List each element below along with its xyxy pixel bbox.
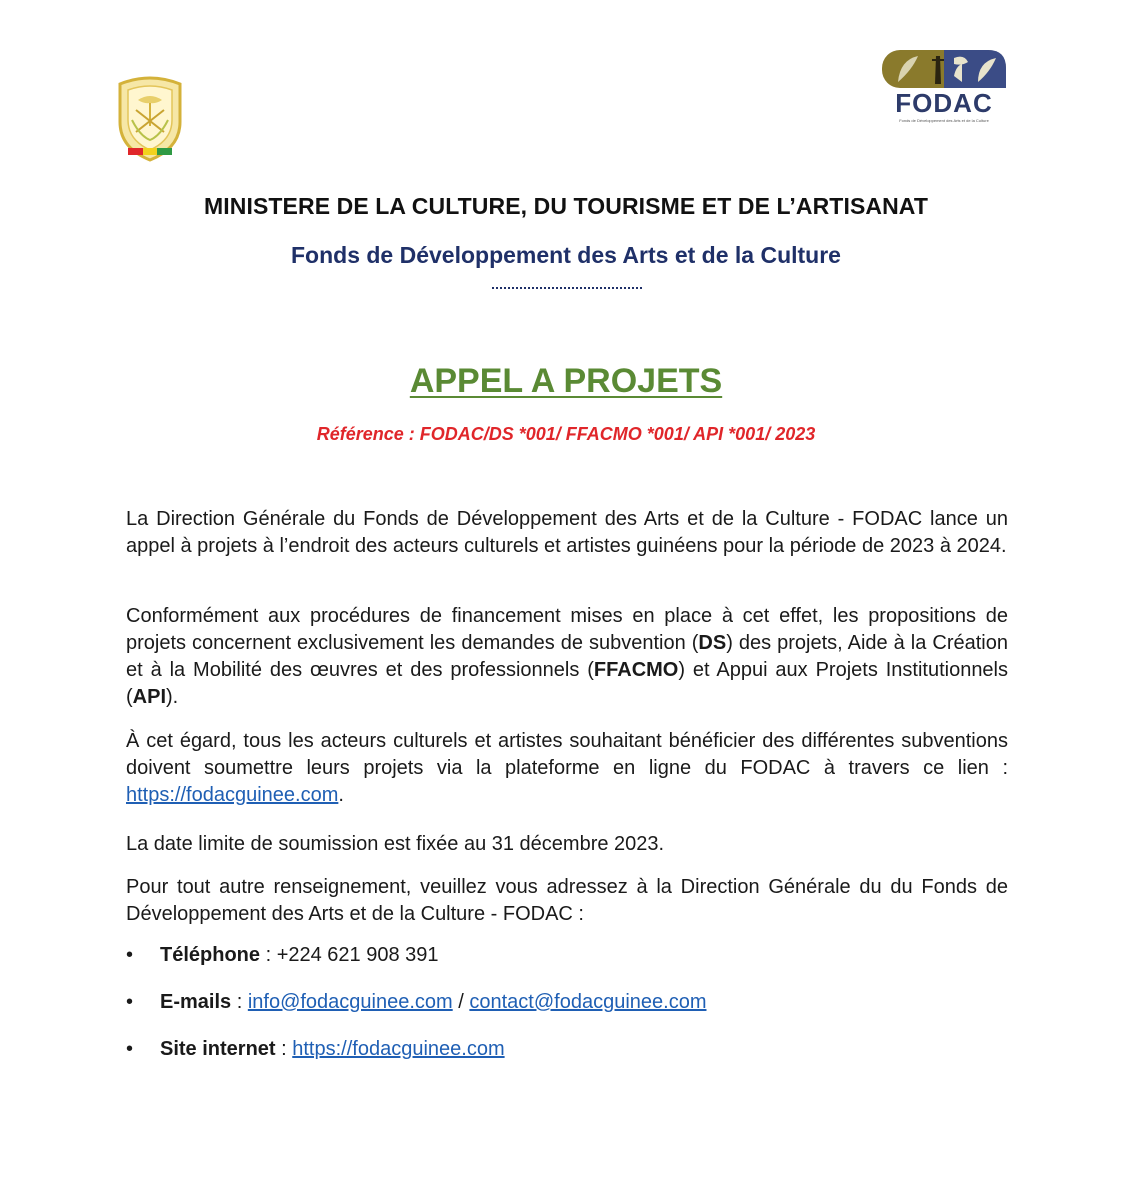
phone-entry: [160, 942, 439, 969]
bullet-icon: •: [126, 944, 134, 966]
phone-value: +224 621 908 391: [276, 944, 439, 966]
list-item-emails: [126, 989, 1008, 1036]
website-separator: :: [275, 1038, 293, 1060]
emails-join: /: [452, 991, 470, 1013]
coat-of-arms-emblem: [110, 70, 190, 162]
fodac-logo-text: FODAC: [895, 88, 993, 118]
fund-subheading: Fonds de Développement des Arts et de la Culture: [291, 242, 841, 268]
api-acronym: API: [132, 686, 167, 708]
platform-link[interactable]: https://fodacguinee.com: [126, 784, 339, 806]
ministry-heading: MINISTERE DE LA CULTURE, DU TOURISME ET DE L’ARTISANAT: [204, 193, 928, 219]
bullet-icon: •: [126, 1038, 134, 1060]
paragraph-intro: La Direction Générale du Fonds de Développement des Arts et de la Culture - FODAC lance un appel à projets à l’endroit des acteurs culturels et artistes guinéens pour la période de 2023 à 2024.: [126, 508, 1008, 557]
ffacmo-acronym: FFACMO: [593, 659, 679, 681]
email-info-link[interactable]: info@fodacguinee.com: [247, 991, 453, 1013]
dotted-separator: [492, 287, 642, 289]
paragraph-submission: [126, 728, 1008, 809]
fodac-logo-tagline: Fonds de Développement des Arts et de la Culture: [899, 118, 989, 123]
list-item-website: [126, 1036, 1008, 1083]
emails-separator: :: [231, 991, 248, 1013]
paragraph-submission-end: .: [338, 784, 344, 806]
website-entry: [160, 1036, 505, 1063]
paragraph-procedures: [126, 603, 1008, 711]
call-title: [0, 362, 1132, 401]
paragraph-submission-text: À cet égard, tous les acteurs culturels et artistes souhaitant bénéficier des différentes subventions doivent soumettre leurs projets via la plateforme en ligne du FODAC à travers ce lien :: [126, 730, 1008, 779]
emails-entry: [160, 989, 706, 1016]
paragraph-procedures-text-2: ) des projets, Aide à la Création et à la Mobilité des œuvres et des professionnels (: [126, 632, 1008, 681]
website-link[interactable]: https://fodacguinee.com: [292, 1038, 505, 1060]
reference-line: Référence : FODAC/DS *001/ FFACMO *001/ API *001/ 2023: [316, 424, 816, 444]
paragraph-deadline: La date limite de soumission est fixée au 31 décembre 2023.: [126, 833, 665, 855]
bullet-icon: •: [126, 991, 134, 1013]
paragraph-procedures-text-4: ).: [166, 686, 179, 708]
paragraph-contact-intro: Pour tout autre renseignement, veuillez vous adressez à la Direction Générale du du Fonds de Développement des Arts et de la Culture - FODAC :: [126, 876, 1008, 925]
emails-label: E-mails: [160, 991, 232, 1013]
phone-label: Téléphone: [160, 944, 261, 966]
contact-list: [126, 942, 1008, 1083]
fodac-logo-mark: [878, 48, 1010, 90]
call-title-text: APPEL A PROJETS: [409, 362, 723, 400]
paragraph-procedures-text-3: ) et Appui aux Projets Institutionnels (: [126, 659, 1009, 708]
phone-separator: :: [260, 944, 277, 966]
paragraph-procedures-text-1: Conformément aux procédures de financement mises en place à cet effet, les propositions de projets concernent exclusivement les demandes de subvention (: [126, 605, 1008, 654]
website-label: Site internet: [160, 1038, 276, 1060]
ds-acronym: DS: [698, 632, 727, 654]
fodac-logo: [878, 48, 1010, 128]
email-contact-link[interactable]: contact@fodacguinee.com: [469, 991, 707, 1013]
list-item-phone: [126, 942, 1008, 989]
